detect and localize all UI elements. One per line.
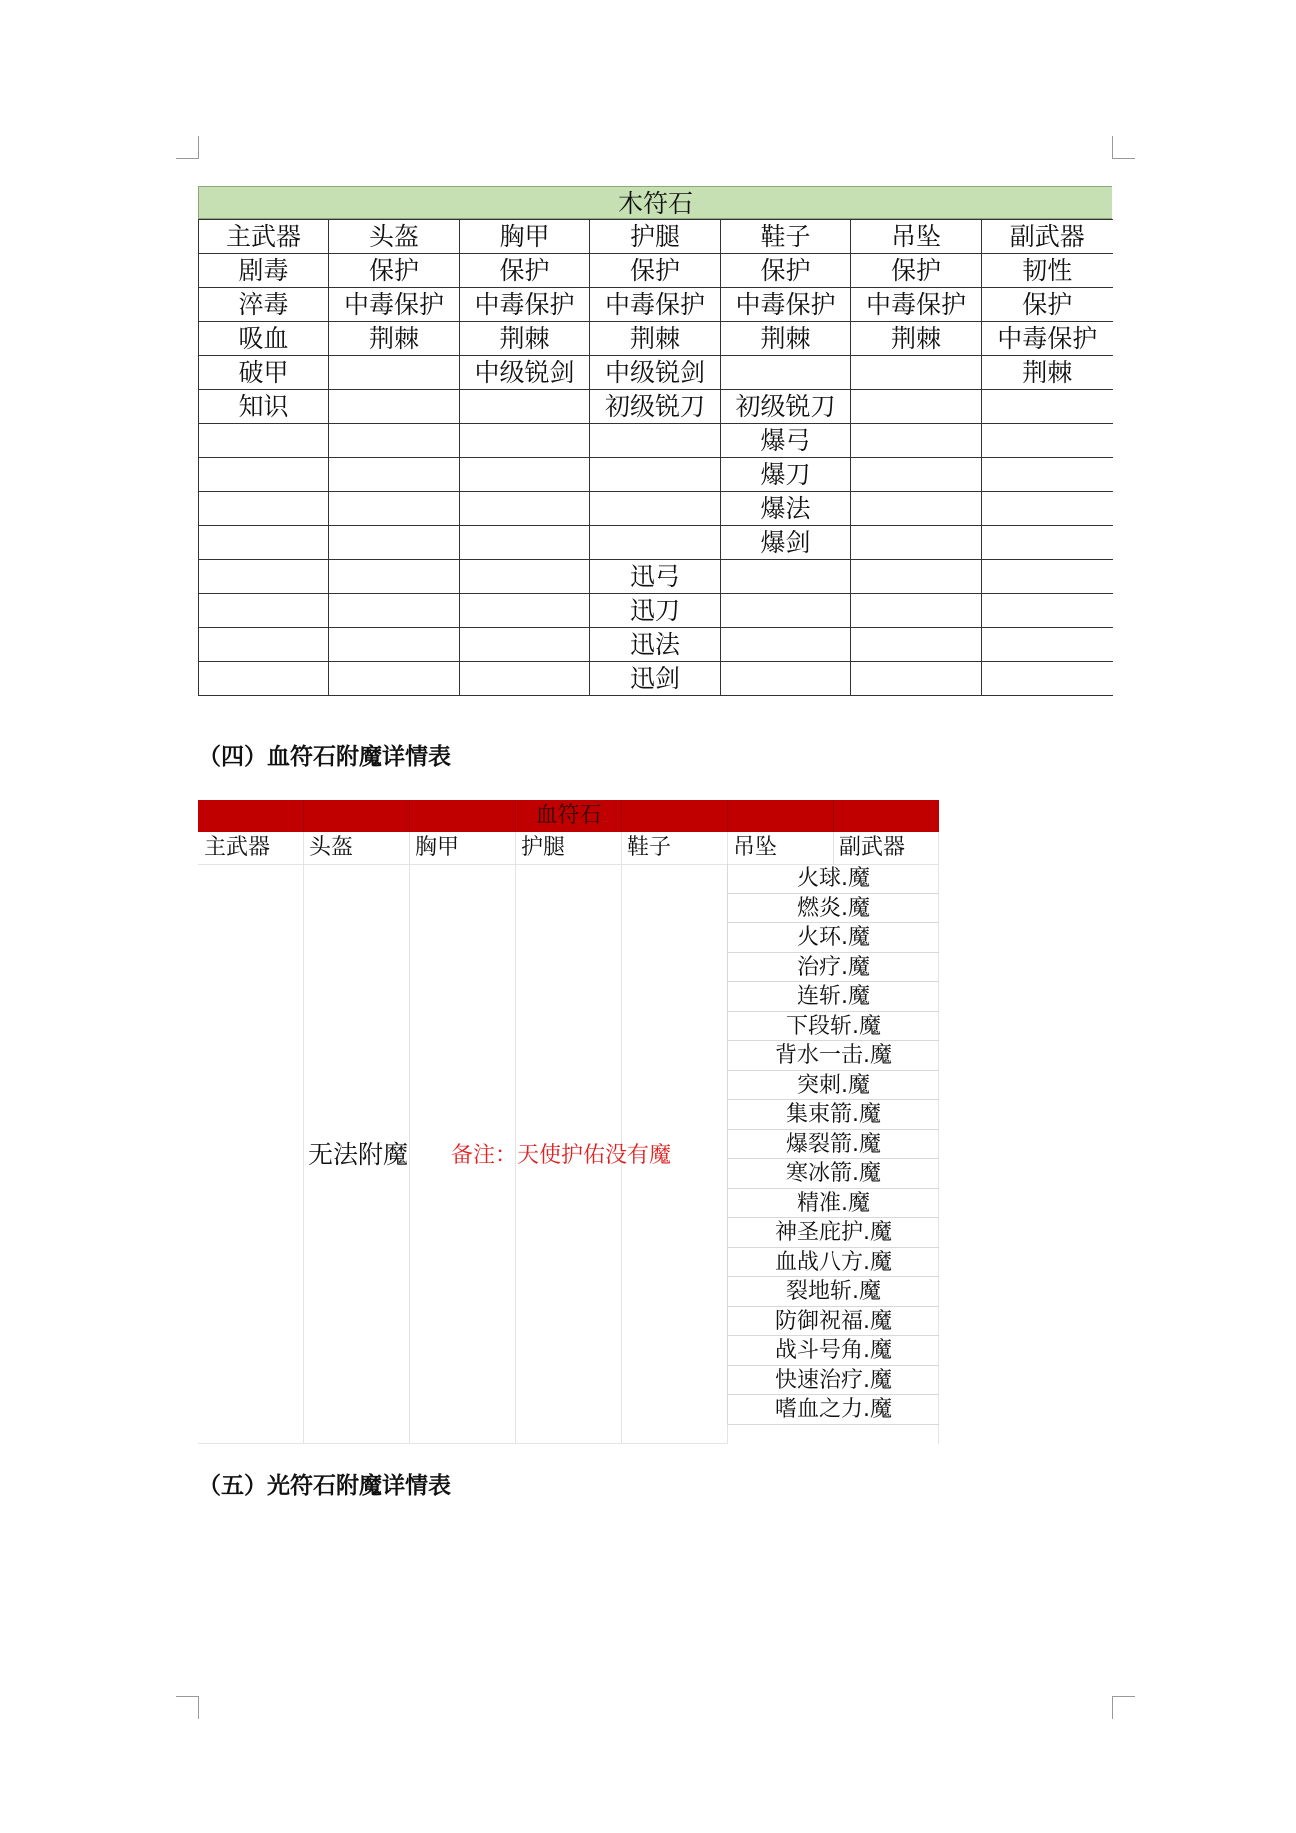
table-cell: 中毒保护 [329,288,460,322]
wood-header-cell: 鞋子 [721,220,851,254]
table-row [199,662,1113,696]
table-cell: 保护 [851,254,982,288]
table-cell: 保护 [460,254,590,288]
table-cell [199,458,329,492]
table-row [199,594,1113,628]
table-cell: 吸血 [199,322,329,356]
wood-header-cell: 主武器 [199,220,329,254]
blood-gridline [833,832,834,864]
table-cell [851,662,982,696]
list-item: 快速治疗.魔 [727,1366,939,1396]
table-cell [851,560,982,594]
table-cell [721,560,851,594]
list-item: 战斗号角.魔 [727,1336,939,1366]
list-item: 燃炎.魔 [727,894,939,924]
table-cell: 荆棘 [590,322,721,356]
table-cell [851,492,982,526]
no-enchant-note: 无法附魔 [308,1140,409,1169]
table-row [199,458,1113,492]
table-cell [721,628,851,662]
table-cell: 初级锐刀 [590,390,721,424]
table-cell [329,424,460,458]
blood-gridline [409,832,410,1444]
table-cell: 中毒保护 [721,288,851,322]
table-cell: 荆棘 [460,322,590,356]
list-item: 连斩.魔 [727,982,939,1012]
table-cell: 荆棘 [721,322,851,356]
list-item: 防御祝福.魔 [727,1307,939,1337]
table-cell [329,628,460,662]
table-row [199,628,1113,662]
table-cell: 淬毒 [199,288,329,322]
table-cell [199,526,329,560]
list-item: 裂地斩.魔 [727,1277,939,1307]
table-cell: 保护 [982,288,1113,322]
table-cell [460,594,590,628]
table-cell [460,560,590,594]
table-cell: 爆弓 [721,424,851,458]
table-row [199,322,1113,356]
table-row [199,390,1113,424]
table-cell [851,458,982,492]
table-row [199,288,1113,322]
wood-header-cell: 护腿 [590,220,721,254]
remark-note: 备注：天使护佑没有魔 [451,1143,672,1168]
wood-header-cell: 胸甲 [460,220,590,254]
table-cell [329,526,460,560]
blood-title-gridlines [198,800,939,832]
table-cell [851,356,982,390]
table-cell: 保护 [721,254,851,288]
list-item: 背水一击.魔 [727,1041,939,1071]
table-cell: 剧毒 [199,254,329,288]
list-item: 精准.魔 [727,1189,939,1219]
table-cell [329,560,460,594]
table-cell [590,526,721,560]
blood-header-shoes: 鞋子 [627,835,672,860]
table-cell: 迅弓 [590,560,721,594]
list-item: 下段斩.魔 [727,1012,939,1042]
blood-header-offhand: 副武器 [839,835,906,860]
table-cell [199,560,329,594]
table-cell [590,492,721,526]
table-cell [199,662,329,696]
table-cell: 迅刀 [590,594,721,628]
table-cell [460,628,590,662]
table-cell [982,492,1113,526]
table-cell [851,628,982,662]
table-cell [982,458,1113,492]
table-cell [329,662,460,696]
table-cell [982,594,1113,628]
table-cell [199,492,329,526]
wood-header-cell: 副武器 [982,220,1113,254]
blood-table-title: 血符石 [198,800,939,832]
wood-header-cell: 头盔 [329,220,460,254]
blood-header-legs: 护腿 [521,835,566,860]
table-row [199,526,1113,560]
crop-mark-top-left [176,136,199,159]
table-cell [982,560,1113,594]
crop-mark-top-right [1112,136,1135,159]
table-row [199,254,1113,288]
table-cell: 中级锐剑 [460,356,590,390]
table-cell: 中级锐剑 [590,356,721,390]
wood-header-cell: 吊坠 [851,220,982,254]
table-cell: 爆法 [721,492,851,526]
blood-header-main-weapon: 主武器 [204,835,271,860]
blood-bottom-line [198,1443,727,1444]
table-cell: 迅剑 [590,662,721,696]
blood-gridline [303,832,304,1444]
list-item: 神圣庇护.魔 [727,1218,939,1248]
wood-table-grid [198,219,1113,696]
table-cell: 韧性 [982,254,1113,288]
table-cell: 中毒保护 [590,288,721,322]
table-cell [460,526,590,560]
table-cell [851,594,982,628]
table-cell [851,526,982,560]
table-cell [460,458,590,492]
table-cell [329,594,460,628]
table-cell [590,424,721,458]
table-cell [329,492,460,526]
section-4-heading: （四）血符石附魔详情表 [198,743,451,770]
table-cell [199,424,329,458]
table-cell: 中毒保护 [851,288,982,322]
table-row [199,560,1113,594]
table-cell: 爆剑 [721,526,851,560]
table-cell [982,662,1113,696]
list-item: 血战八方.魔 [727,1248,939,1278]
blood-header-helmet: 头盔 [309,835,354,860]
table-cell: 保护 [590,254,721,288]
table-cell [851,424,982,458]
table-cell [460,662,590,696]
table-cell: 荆棘 [982,356,1113,390]
list-item: 爆裂箭.魔 [727,1130,939,1160]
table-cell: 初级锐刀 [721,390,851,424]
list-item: 嗜血之力.魔 [727,1395,939,1425]
table-cell [460,424,590,458]
blood-rune-table [198,800,939,1445]
table-cell: 爆刀 [721,458,851,492]
table-cell: 荆棘 [329,322,460,356]
table-cell [851,390,982,424]
table-cell [721,594,851,628]
table-cell [460,492,590,526]
blood-header-pendant: 吊坠 [733,835,778,860]
pendant-enchant-list [727,864,939,1425]
list-item: 集束箭.魔 [727,1100,939,1130]
wood-table-title: 木符石 [198,186,1112,219]
table-cell [199,628,329,662]
list-item: 火球.魔 [727,864,939,894]
table-cell [982,390,1113,424]
table-cell [460,390,590,424]
table-cell: 破甲 [199,356,329,390]
table-cell [199,594,329,628]
table-cell [721,356,851,390]
table-row [199,492,1113,526]
blood-table-headers [198,832,939,865]
table-cell [329,356,460,390]
blood-header-chest: 胸甲 [415,835,460,860]
table-row [199,356,1113,390]
table-cell [982,526,1113,560]
wood-header-row [199,220,1113,254]
list-item: 火环.魔 [727,923,939,953]
table-cell: 知识 [199,390,329,424]
table-cell: 荆棘 [851,322,982,356]
table-row [199,424,1113,458]
table-cell [590,458,721,492]
table-cell [329,390,460,424]
list-item: 治疗.魔 [727,953,939,983]
list-item: 寒冰箭.魔 [727,1159,939,1189]
table-cell [982,424,1113,458]
crop-mark-bottom-right [1112,1696,1135,1719]
list-item: 突刺.魔 [727,1071,939,1101]
table-cell: 中毒保护 [460,288,590,322]
wood-rune-table [198,186,1112,696]
crop-mark-bottom-left [176,1696,199,1719]
table-cell: 迅法 [590,628,721,662]
section-5-heading: （五）光符石附魔详情表 [198,1472,451,1499]
table-cell [721,662,851,696]
table-cell: 中毒保护 [982,322,1113,356]
table-cell: 保护 [329,254,460,288]
table-cell [329,458,460,492]
table-cell [982,628,1113,662]
